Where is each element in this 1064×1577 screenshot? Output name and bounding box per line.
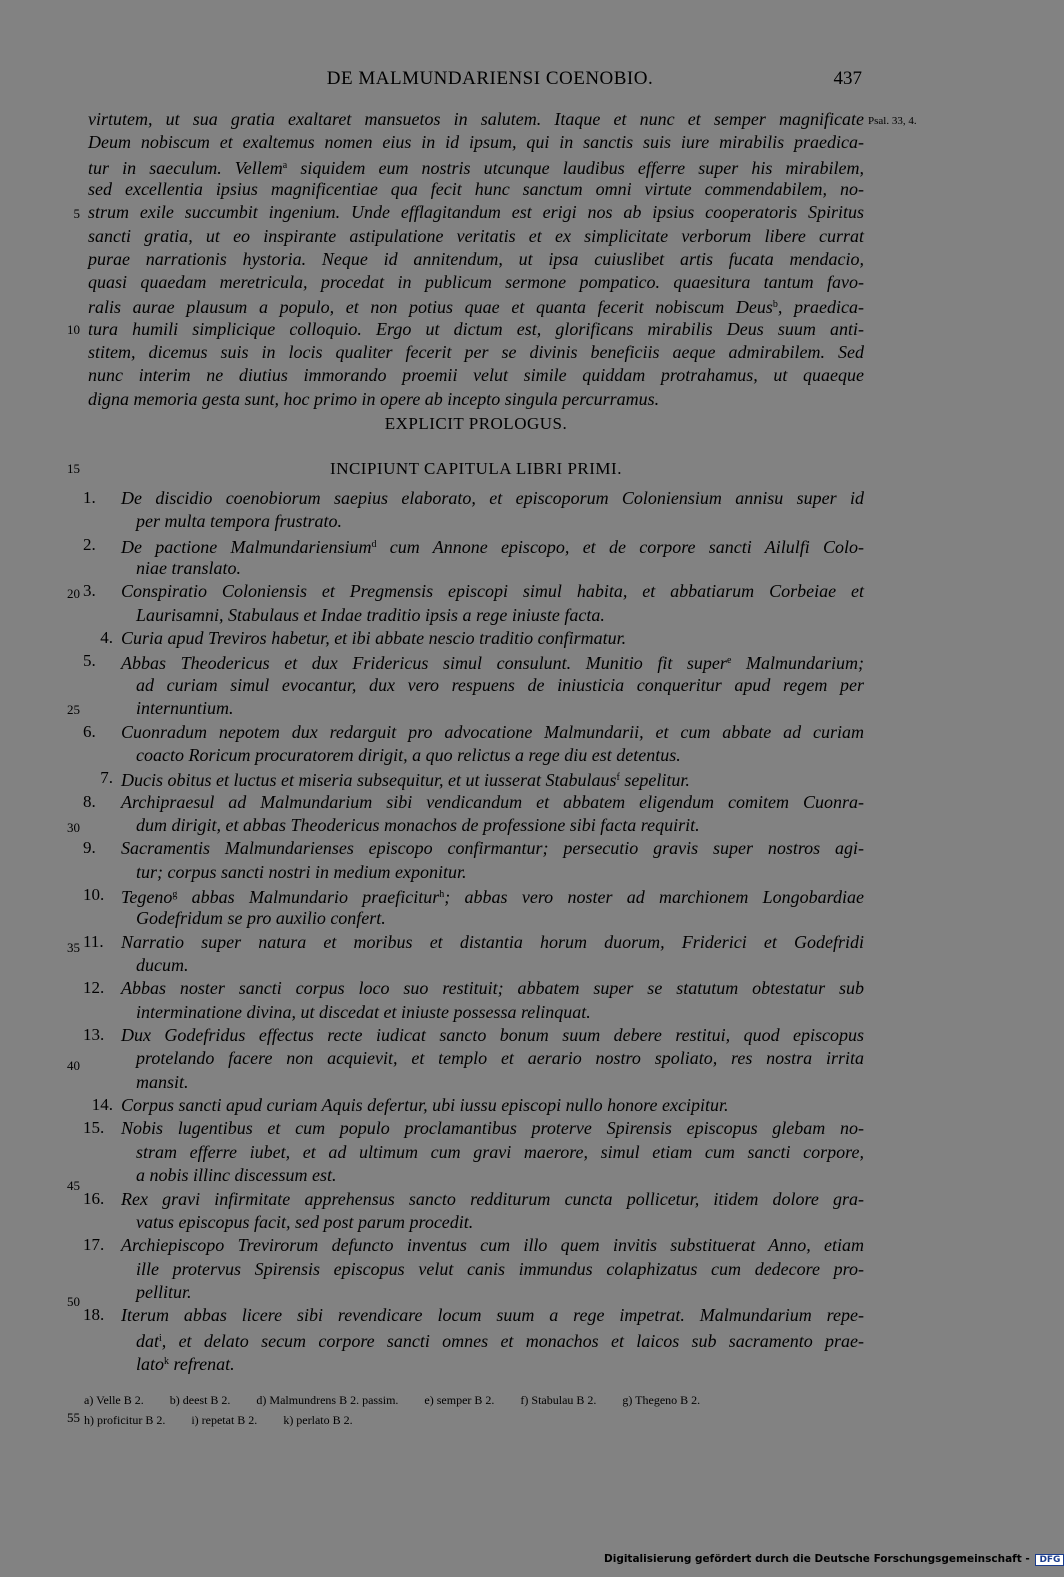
footnote-mark: b xyxy=(772,299,778,311)
capitulum-number: 15. xyxy=(83,1118,105,1138)
capitulum-line: Laurisamni, Stabulaus et Indae traditio ipsis a rege iniuste facta. xyxy=(136,604,605,625)
capitulum-line: 3. Conspiratio Coloniensis et Pregmensis episcopi simul habita, et abbatiarum Corbeiae et xyxy=(83,581,864,602)
capitulum-line: coacto Roricum procuratorem dirigit, a quo relictus a rege diu est detentus. xyxy=(136,744,681,765)
capitulum-line: 14. Corpus sancti apud curiam Aquis defertur, ubi iussu episcopi nullo honore excipitur. xyxy=(121,1094,864,1116)
capitulum-line: 5. Abbas Theodericus et dux Fridericus simul consulunt. Munitio fit super$^e$ Malmundarium; xyxy=(83,651,864,674)
capitulum-line: ducum. xyxy=(136,955,189,975)
footnote-mark: e xyxy=(726,655,732,667)
capitulum-line: 4. Curia apud Treviros habetur, et ibi abbate nescio traditio confirmatur. xyxy=(121,627,864,649)
page-number: 437 xyxy=(833,68,862,89)
capitulum-line: ad curiam simul evocantur, dux vero respuens de iniusticia conqueritur apud regem per xyxy=(136,674,864,695)
capitulum-line: 1. De discidio coenobiorum saepius elaborato, et episcoporum Coloniensium annisu super id xyxy=(83,488,864,508)
explicit-prologus: EXPLICIT PROLOGUS. xyxy=(384,414,568,433)
capitulum-number: 5. xyxy=(83,651,96,671)
capitulum-line: 2. De pactione Malmundariensium$^d$ cum Annone episcopo, et de corpore sancti Ailulfi Colo- xyxy=(83,534,864,557)
capitulum-line: lato$^k$ refrenat. xyxy=(136,1353,235,1374)
footnote-mark: h xyxy=(439,888,445,900)
prologue-line: virtutem, ut sua gratia exaltaret mansuetos in salutem. Itaque et nunc et semper magnificate xyxy=(88,109,864,129)
prologue-line: digna memoria gesta sunt, hoc primo in opere ab incepto singula percurramus. xyxy=(88,388,660,409)
prologue-line: strum exile succumbit ingenium. Unde efflagitandum est erigi nos ab ipsius cooperatoris Spiritus xyxy=(88,202,864,223)
prologue-line: ralis aurae plausum a populo, et non potius quae et quanta fecerit nobiscum Deus$^b$, praedica- xyxy=(88,297,865,318)
capitulum-line: 16. Rex gravi infirmitate apprehensus sancto redditurum cuncta pollicetur, itidem dolore gra- xyxy=(83,1188,864,1209)
line-number: 10 xyxy=(67,322,80,337)
prologue-line: tur in saeculum. Vellem$^a$ siquidem eum nostris utcunque laudibus efferre super his mirabilem, xyxy=(88,157,864,178)
capitulum-line: 12. Abbas noster sancti corpus loco suo restituit; abbatem super se statutum obtestatur sub xyxy=(83,978,864,999)
capitulum-number: 6. xyxy=(83,721,96,741)
capitulum-line: Godefridum se pro auxilio confert. xyxy=(136,908,386,929)
footnote: d) Malmundrens B 2. passim. xyxy=(256,1393,399,1407)
prologue-line: sancti gratia, ut eo inspirante astipulatione veritatis et ex simplicitate verborum libere currat xyxy=(88,225,864,246)
capitulum-line: vatus episcopus facit, sed post parum procedit. xyxy=(136,1211,474,1232)
capitulum-line: ille protervus Spirensis episcopus velut canis immundus colaphizatus cum dedecore pro- xyxy=(136,1258,864,1279)
dfg-logo: DFG xyxy=(1035,1554,1064,1566)
line-number: 20 xyxy=(67,586,80,601)
capitulum-line: tur; corpus sancti nostri in medium exponitur. xyxy=(136,861,467,882)
line-number: 15 xyxy=(67,461,80,476)
prologue-line: Deum nobiscum et exaltemus nomen eius in id ipsum, qui in sanctis suis iure mirabilis praedica- xyxy=(88,132,864,153)
footnote-mark: f xyxy=(616,772,620,784)
line-number: 5 xyxy=(73,206,80,221)
footnote-mark: a xyxy=(282,159,288,171)
capitulum-number: 11. xyxy=(83,931,104,951)
footnote-mark: k xyxy=(164,1355,170,1367)
capitulum-number: 16. xyxy=(83,1188,105,1208)
capitulum-line: pellitur. xyxy=(136,1281,192,1302)
footnotes-line-2 xyxy=(84,1412,379,1428)
footnote: f) Stabulau B 2. xyxy=(520,1393,597,1407)
prologue-line: sed excellentia ipsius magnificentiae qua fecit hunc sanctum omni virtute commendabilem, no- xyxy=(88,178,864,199)
capitulum-number: 8. xyxy=(83,791,96,811)
line-number: 45 xyxy=(67,1178,80,1193)
capitulum-line: 15. Nobis lugentibus et cum populo proclamantibus proterve Spirensis episcopus glebam no- xyxy=(83,1118,864,1139)
footnote: a) Velle B 2. xyxy=(84,1393,144,1407)
footnotes-line-1 xyxy=(84,1392,726,1408)
line-number: 35 xyxy=(67,940,80,955)
line-number: 30 xyxy=(67,820,80,835)
capitulum-number: 4. xyxy=(100,628,113,648)
capitulum-line: internuntium. xyxy=(136,698,234,719)
prologue-line: nunc interim ne diutius immorando proemii velut simile quiddam protrahamus, ut quaeque xyxy=(88,365,864,386)
line-number: 50 xyxy=(67,1294,80,1309)
footnote-mark: d xyxy=(371,538,377,550)
running-title: DE MALMUNDARIENSI COENOBIO. xyxy=(326,68,654,89)
capitula-heading: INCIPIUNT CAPITULA LIBRI PRIMI. xyxy=(330,459,622,478)
footnote-mark: i xyxy=(159,1332,162,1344)
capitulum-number: 18. xyxy=(83,1305,105,1325)
line-number: 55 xyxy=(67,1410,80,1425)
capitulum-number: 14. xyxy=(91,1095,113,1115)
footnote: i) repetat B 2. xyxy=(191,1413,258,1427)
capitulum-number: 7. xyxy=(100,768,113,788)
capitulum-line: niae translato. xyxy=(136,558,242,579)
capitulum-line: mansit. xyxy=(136,1071,189,1092)
footnote: e) semper B 2. xyxy=(424,1393,495,1407)
footer-text: Digitalisierung gefördert durch die Deutsche Forschungsgemeinschaft - xyxy=(604,1553,1030,1565)
prologue-line: tura humili simplicique colloquio. Ergo ut dictum est, glorificans mirabilis Deus suum anti- xyxy=(88,318,864,339)
capitulum-number: 9. xyxy=(83,838,96,858)
capitulum-line: 7. Ducis obitus et luctus et miseria subsequitur, et ut iusserat Stabulaus$^f$ sepelitur. xyxy=(121,767,864,791)
capitulum-number: 10. xyxy=(83,884,105,904)
footnote: b) deest B 2. xyxy=(169,1393,231,1407)
line-number: 40 xyxy=(67,1058,80,1073)
capitulum-number: 12. xyxy=(83,978,105,998)
capitulum-line: 8. Archipraesul ad Malmundarium sibi vendicandum et abbatem eligendum comitem Cuonra- xyxy=(83,791,864,812)
prologue-line: purae narrationis hystoria. Neque id annitendum, ut ipsa cuiuslibet artis fucata mendacio, xyxy=(88,248,864,269)
capitulum-line: 6. Cuonradum nepotem dux redarguit pro advocatione Malmundarii, et cum abbate ad curiam xyxy=(83,721,864,742)
capitulum-number: 1. xyxy=(83,488,96,507)
dfg-footer xyxy=(604,1553,1061,1566)
capitulum-line: dat$^i$, et delato secum corpore sancti omnes et monachos et laicos sub sacramento prae- xyxy=(136,1330,864,1351)
capitulum-line: stram efferre iubet, et ad ultimum cum gravi maerore, simul etiam cum sancti corpore, xyxy=(136,1141,864,1162)
prologue-line: quasi quaedam meretricula, procedat in publicum sermone pompatico. quaesitura tantum favo- xyxy=(88,272,864,293)
footnote-mark: g xyxy=(172,888,178,900)
capitulum-line: per multa tempora frustrato. xyxy=(136,511,343,532)
prologue-line: stitem, dicemus suis in locis qualiter fecerit per se divinis beneficiis aeque admirabilem. Sed xyxy=(88,342,864,362)
capitulum-line: dum dirigit, et abbas Theodericus monachos de professione sibi facta requirit. xyxy=(136,814,700,835)
capitulum-line: 9. Sacramentis Malmundarienses episcopo confirmantur; persecutio gravis super nostros agi- xyxy=(83,838,864,859)
capitulum-number: 17. xyxy=(83,1235,105,1255)
capitulum-line: protelando facere non acquievit, et templo et aerario nostro spoliato, res nostra irrita xyxy=(136,1048,864,1069)
capitulum-line: 17. Archiepiscopo Trevirorum defuncto inventus cum illo quem invitis substituerat Anno, etiam xyxy=(83,1235,864,1256)
footnote: g) Thegeno B 2. xyxy=(622,1393,701,1407)
capitulum-number: 2. xyxy=(83,534,96,554)
capitulum-line: 10. Tegeno$^g$ abbas Malmundario praeficitur$^h$; abbas vero noster ad marchionem Longobardiae xyxy=(83,884,865,907)
capitulum-number: 13. xyxy=(83,1025,105,1045)
line-number: 25 xyxy=(67,702,80,717)
capitulum-line: a nobis illinc discessum est. xyxy=(136,1165,337,1186)
capitulum-line: 13. Dux Godefridus effectus recte iudicat sancto bonum suum debere restitui, quod episcopus xyxy=(83,1025,864,1046)
capitulum-line: 18. Iterum abbas licere sibi revendicare locum suum a rege impetrat. Malmundarium repe- xyxy=(83,1305,864,1326)
footnote: k) perlato B 2. xyxy=(283,1413,353,1427)
footnote: h) proficitur B 2. xyxy=(84,1413,166,1427)
capitulum-line: 11. Narratio super natura et moribus et distantia horum duorum, Friderici et Godefridi xyxy=(83,931,864,952)
capitulum-number: 3. xyxy=(83,581,96,601)
capitulum-line: interminatione divina, ut discedat et iniuste possessa relinquat. xyxy=(136,1001,591,1022)
margin-note: Psal. 33, 4. xyxy=(868,115,917,127)
